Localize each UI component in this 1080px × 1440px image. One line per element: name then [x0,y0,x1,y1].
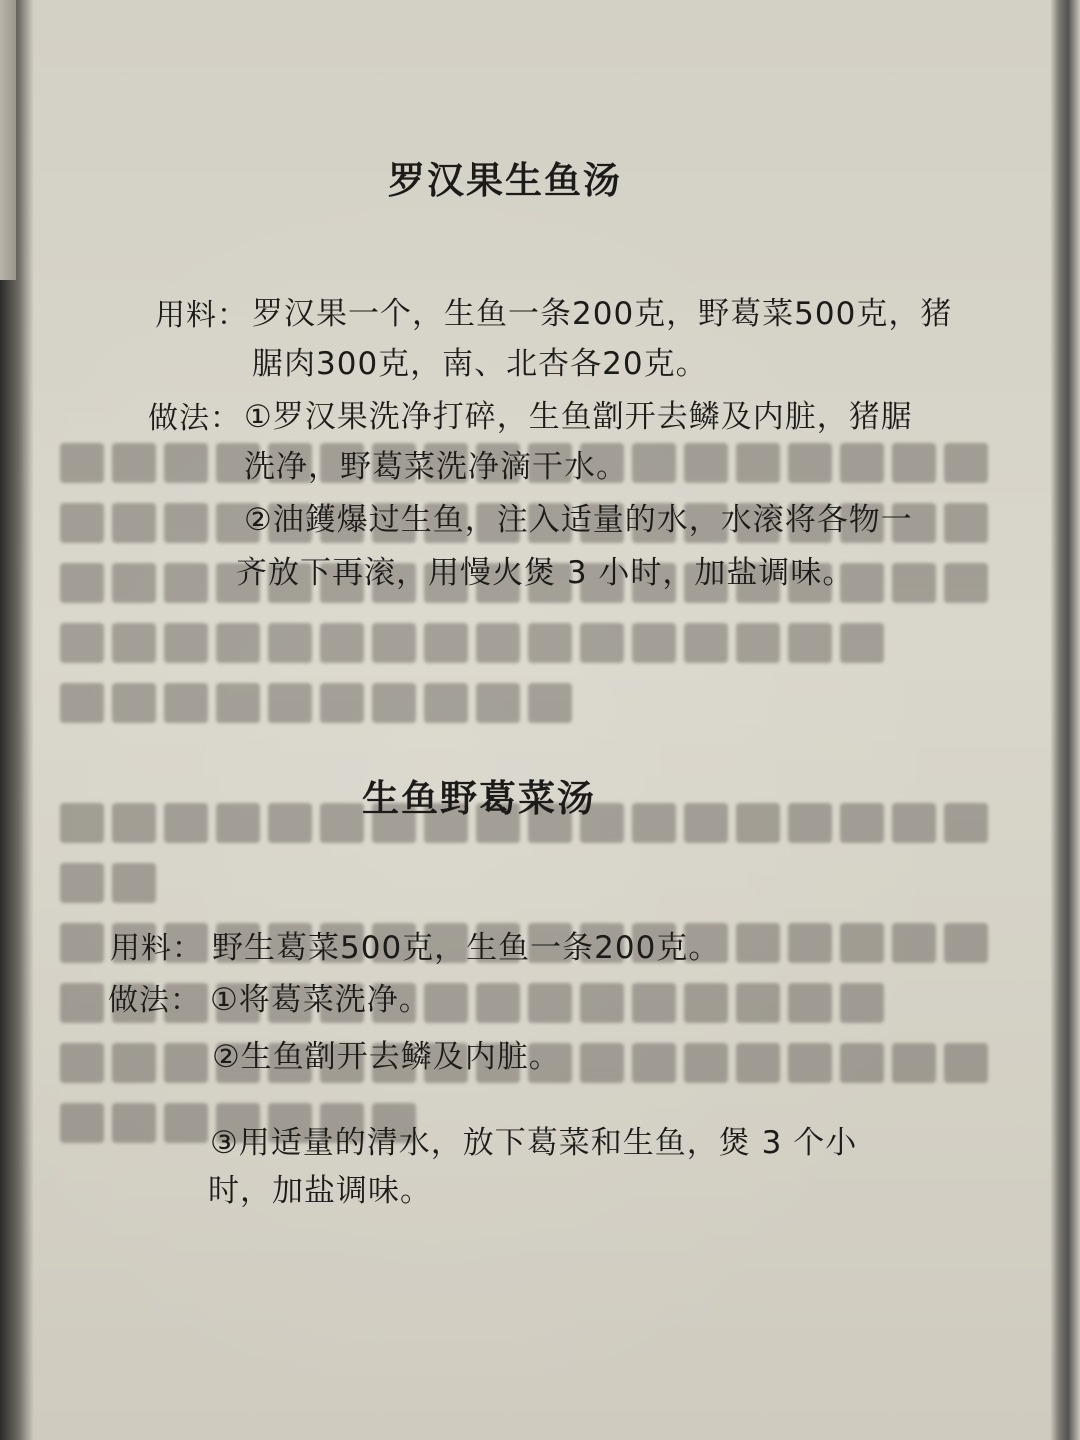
method-step-line: ③用适量的清水，放下葛菜和生鱼，煲 3 个小 [210,1125,858,1161]
method-label: 做法： [148,401,241,436]
method-step-line: ①罗汉果洗净打碎，生鱼劏开去鳞及内脏，猪腒 [244,399,913,435]
ingredients-label: 用料： [110,931,203,966]
method-step-line: ②油鑊爆过生鱼，注入适量的水，水滚将各物一 [244,502,913,538]
method-step-line: ①将葛菜洗净。 [210,982,431,1018]
method-label: 做法： [108,983,201,1018]
method-step-line: ②生鱼劏开去鳞及内脏。 [212,1039,561,1075]
ingredients-line: 罗汉果一个，生鱼一条200克，野葛菜500克，猪 [252,296,953,332]
ingredients-line: 野生葛菜500克，生鱼一条200克。 [212,930,721,966]
ingredients-line: 腒肉300克，南、北杏各20克。 [252,346,708,382]
ingredients-label: 用料： [155,298,248,333]
recipe-title: 罗汉果生鱼汤 [388,159,622,202]
method-step-line: 齐放下再滚，用慢火煲 3 小时，加盐调味。 [236,555,855,591]
recipe-title: 生鱼野葛菜汤 [362,777,596,820]
page-edge-gap [1050,0,1080,1440]
method-step-line: 洗净，野葛菜洗净滴干水。 [244,449,628,485]
method-step-line: 时，加盐调味。 [208,1173,432,1209]
previous-page-edge [0,0,16,280]
